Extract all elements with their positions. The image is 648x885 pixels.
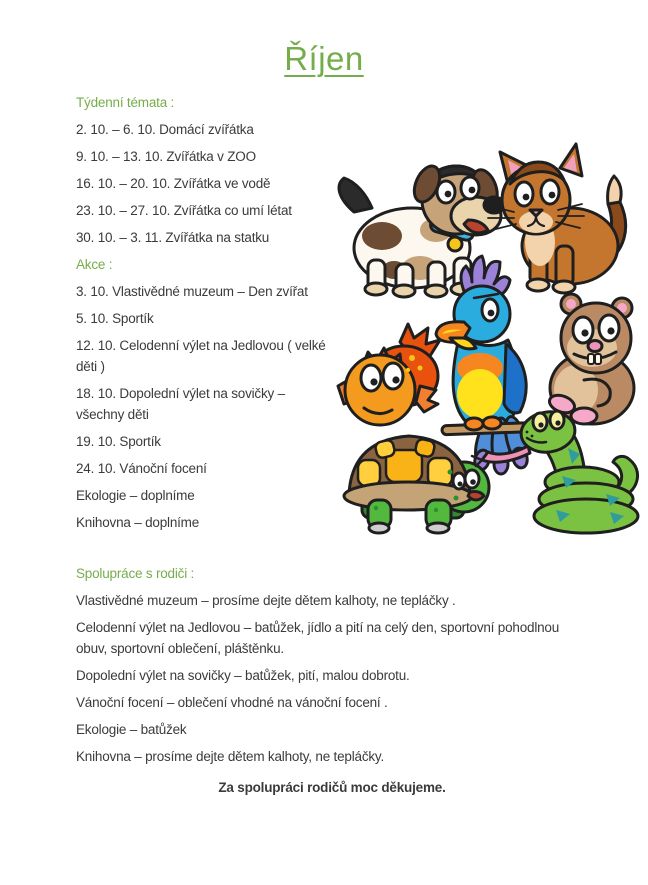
list-item: 12. 10. Celodenní výlet na Jedlovou ( velké děti ) xyxy=(76,338,326,374)
list-item: Ekologie – batůžek xyxy=(76,722,187,737)
cat-illustration xyxy=(488,144,626,293)
list-item: 23. 10. – 27. 10. Zvířátka co umí létat xyxy=(76,203,292,218)
list-item: 5. 10. Sportík xyxy=(76,311,154,326)
turtle-illustration xyxy=(344,436,489,533)
left-column xyxy=(76,92,328,533)
list-item: Vánoční focení – oblečení vhodné na vánoční focení . xyxy=(76,695,388,710)
events-heading: Akce : xyxy=(76,257,113,272)
list-item: 2. 10. – 6. 10. Domácí zvířátka xyxy=(76,122,254,137)
pets-clipart-illustration xyxy=(324,142,640,560)
list-item: Celodenní výlet na Jedlovou – batůžek, jídlo a pití na celý den, sportovní pohodlnou obuv, sportovní oblečení, pláštěnku. xyxy=(76,620,560,656)
list-item: Vlastivědné muzeum – prosíme dejte dětem kalhoty, ne tepláčky . xyxy=(76,593,456,608)
list-item: 19. 10. Sportík xyxy=(76,434,161,449)
cooperation-section xyxy=(76,563,588,798)
list-item: 24. 10. Vánoční focení xyxy=(76,461,207,476)
list-item: 3. 10. Vlastivědné muzeum – Den zvířat xyxy=(76,284,308,299)
thanks-line: Za spolupráci rodičů moc děkujeme. xyxy=(218,780,446,795)
cooperation-heading: Spolupráce s rodiči : xyxy=(76,566,195,581)
list-item: Knihovna – prosíme dejte dětem kalhoty, ne tepláčky. xyxy=(76,749,385,764)
list-item: Ekologie – doplníme xyxy=(76,488,195,503)
fish-illustration xyxy=(338,324,440,425)
list-item: 9. 10. – 13. 10. Zvířátka v ZOO xyxy=(76,149,256,164)
list-item: 18. 10. Dopolední výlet na sovičky – všechny děti xyxy=(76,386,285,422)
list-item: 16. 10. – 20. 10. Zvířátka ve vodě xyxy=(76,176,271,191)
page-title: Říjen xyxy=(284,40,364,77)
hamster-illustration xyxy=(547,294,634,424)
title-wrap xyxy=(0,0,648,78)
weekly-themes-heading: Týdenní témata : xyxy=(76,95,175,110)
list-item: 30. 10. – 3. 11. Zvířátka na statku xyxy=(76,230,270,245)
list-item: Knihovna – doplníme xyxy=(76,515,200,530)
list-item: Dopolední výlet na sovičky – batůžek, pití, malou dobrotu. xyxy=(76,668,410,683)
